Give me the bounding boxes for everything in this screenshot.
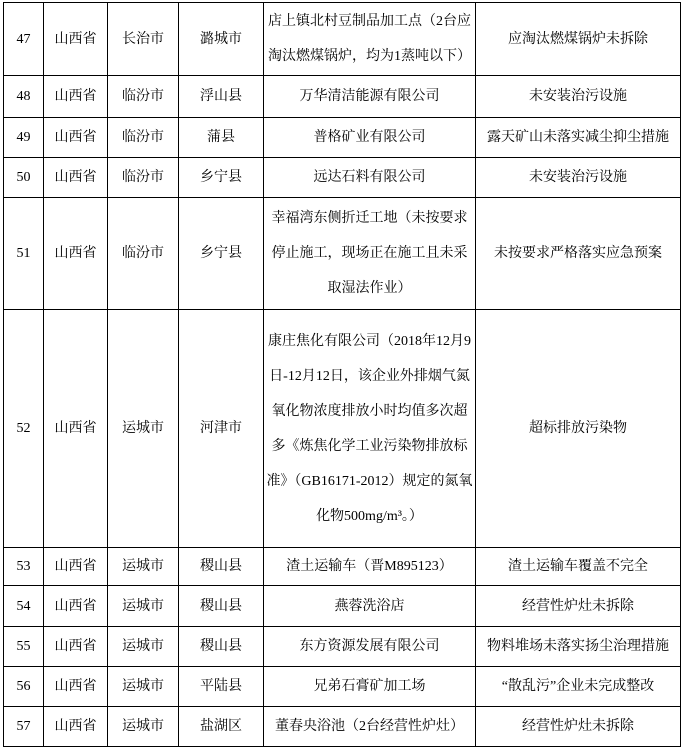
cell-city: 运城市 — [108, 586, 179, 627]
cell-issue: 未按要求严格落实应急预案 — [476, 198, 681, 310]
cell-city: 运城市 — [108, 667, 179, 707]
cell-row-number: 50 — [4, 158, 44, 198]
cell-row-number: 57 — [4, 707, 44, 747]
cell-entity-name: 燕蓉洗浴店 — [264, 586, 476, 627]
cell-city: 长治市 — [108, 3, 179, 76]
cell-row-number: 49 — [4, 118, 44, 158]
cell-row-number: 56 — [4, 667, 44, 707]
cell-county: 稷山县 — [179, 586, 264, 627]
cell-county: 蒲县 — [179, 118, 264, 158]
cell-entity-name: 康庄焦化有限公司（2018年12月9日-12月12日，该企业外排烟气氮氧化物浓度排放小时均值多次超多《炼焦化学工业污染物排放标准》（GB16171-2012）规定的氮氧化物500mg/m³。） — [264, 310, 476, 548]
cell-province: 山西省 — [44, 586, 108, 627]
cell-issue: 应淘汰燃煤锅炉未拆除 — [476, 3, 681, 76]
cell-province: 山西省 — [44, 627, 108, 667]
table-row — [4, 586, 681, 627]
cell-province: 山西省 — [44, 118, 108, 158]
cell-issue: 未安装治污设施 — [476, 76, 681, 118]
table-row — [4, 3, 681, 76]
table-row — [4, 118, 681, 158]
table-row — [4, 310, 681, 548]
cell-province: 山西省 — [44, 158, 108, 198]
table-row — [4, 198, 681, 310]
cell-entity-name: 普格矿业有限公司 — [264, 118, 476, 158]
cell-county: 乡宁县 — [179, 198, 264, 310]
cell-entity-name: 渣土运输车（晋M895123） — [264, 548, 476, 586]
cell-entity-name: 幸福湾东侧折迁工地（未按要求停止施工，现场正在施工且未采取湿法作业） — [264, 198, 476, 310]
cell-county: 河津市 — [179, 310, 264, 548]
cell-city: 临汾市 — [108, 76, 179, 118]
cell-county: 稷山县 — [179, 627, 264, 667]
cell-row-number: 47 — [4, 3, 44, 76]
cell-province: 山西省 — [44, 198, 108, 310]
cell-issue: 渣土运输车覆盖不完全 — [476, 548, 681, 586]
cell-row-number: 54 — [4, 586, 44, 627]
cell-entity-name: 东方资源发展有限公司 — [264, 627, 476, 667]
cell-province: 山西省 — [44, 548, 108, 586]
cell-county: 潞城市 — [179, 3, 264, 76]
table-row — [4, 76, 681, 118]
cell-row-number: 51 — [4, 198, 44, 310]
cell-issue: 经营性炉灶未拆除 — [476, 586, 681, 627]
cell-city: 临汾市 — [108, 118, 179, 158]
cell-province: 山西省 — [44, 76, 108, 118]
cell-entity-name: 兄弟石膏矿加工场 — [264, 667, 476, 707]
cell-entity-name: 万华清洁能源有限公司 — [264, 76, 476, 118]
violation-table — [3, 2, 681, 747]
cell-county: 平陆县 — [179, 667, 264, 707]
cell-city: 运城市 — [108, 310, 179, 548]
cell-county: 稷山县 — [179, 548, 264, 586]
cell-issue: “散乱污”企业未完成整改 — [476, 667, 681, 707]
table-row — [4, 158, 681, 198]
cell-entity-name: 远达石料有限公司 — [264, 158, 476, 198]
cell-entity-name: 董春央浴池（2台经营性炉灶） — [264, 707, 476, 747]
cell-city: 临汾市 — [108, 198, 179, 310]
cell-province: 山西省 — [44, 3, 108, 76]
cell-city: 运城市 — [108, 707, 179, 747]
table-row — [4, 548, 681, 586]
cell-issue: 物料堆场未落实扬尘治理措施 — [476, 627, 681, 667]
cell-county: 乡宁县 — [179, 158, 264, 198]
cell-county: 浮山县 — [179, 76, 264, 118]
cell-entity-name: 店上镇北村豆制品加工点（2台应淘汰燃煤锅炉，均为1蒸吨以下） — [264, 3, 476, 76]
cell-city: 临汾市 — [108, 158, 179, 198]
table-row — [4, 667, 681, 707]
cell-county: 盐湖区 — [179, 707, 264, 747]
cell-province: 山西省 — [44, 310, 108, 548]
cell-city: 运城市 — [108, 627, 179, 667]
cell-province: 山西省 — [44, 667, 108, 707]
cell-issue: 经营性炉灶未拆除 — [476, 707, 681, 747]
cell-city: 运城市 — [108, 548, 179, 586]
cell-row-number: 52 — [4, 310, 44, 548]
cell-issue: 未安装治污设施 — [476, 158, 681, 198]
table-row — [4, 707, 681, 747]
cell-issue: 超标排放污染物 — [476, 310, 681, 548]
table-row — [4, 627, 681, 667]
cell-province: 山西省 — [44, 707, 108, 747]
cell-row-number: 53 — [4, 548, 44, 586]
cell-row-number: 48 — [4, 76, 44, 118]
cell-issue: 露天矿山未落实减尘抑尘措施 — [476, 118, 681, 158]
cell-row-number: 55 — [4, 627, 44, 667]
